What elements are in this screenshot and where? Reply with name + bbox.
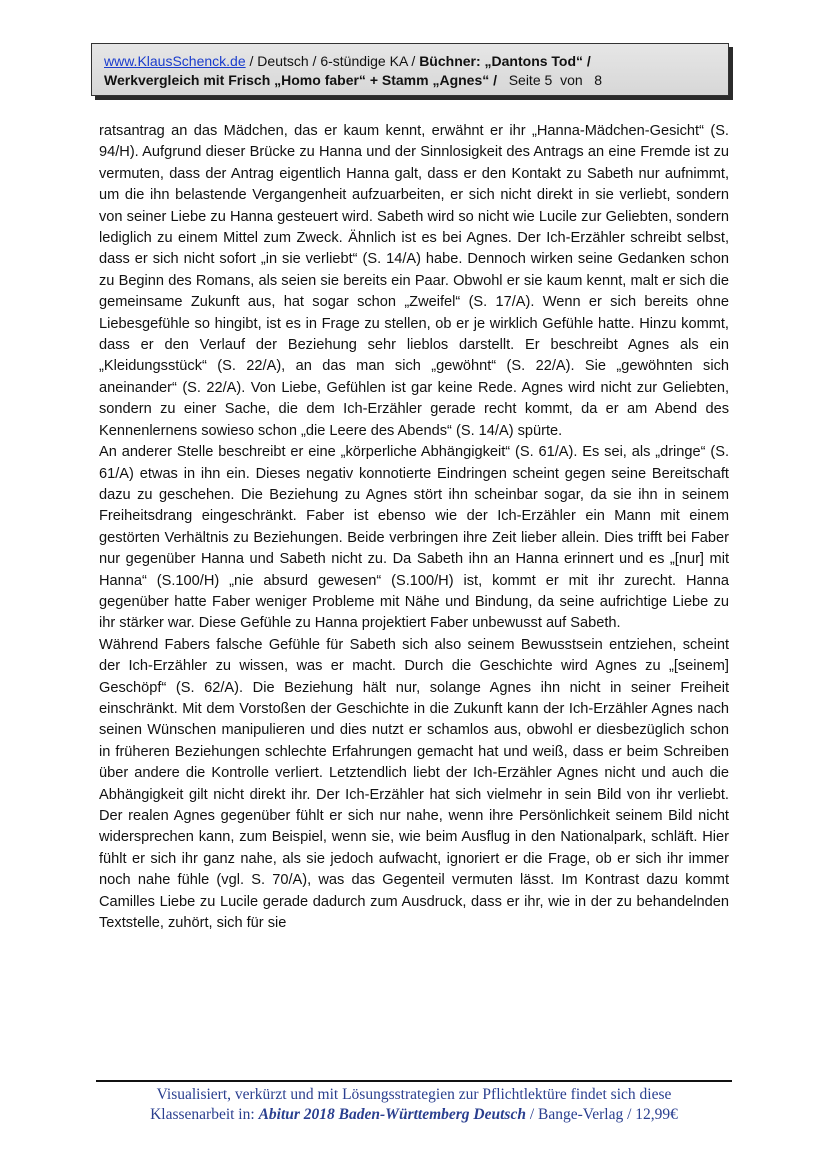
header-box <box>91 43 729 96</box>
header-comparison: Werkvergleich mit Frisch „Homo faber“ + Stamm „Agnes“ / <box>104 72 498 88</box>
header-line-2 <box>104 71 728 90</box>
site-link[interactable]: www.KlausSchenck.de <box>104 53 246 69</box>
page-number: Seite 5 von 8 <box>497 72 603 88</box>
footer-book-title: Abitur 2018 Baden-Württemberg Deutsch <box>258 1106 526 1123</box>
footer-divider <box>96 1080 732 1082</box>
paragraph-3: Während Fabers falsche Gefühle für Sabeth sich also seinem Bewusstsein entziehen, scheint der Ich-Erzähler zu wissen, was er macht. Durch die Geschichte wird Agnes zu „[seinem] Geschöpf“ (S. 62/A). Die Beziehung hält nur, solange Agnes ihn nicht in seiner Freiheit einschränkt. Mit dem Vorstoßen der Geschichte in die Zukunft kann der Ich-Erzähler Agnes nach seinen Wünschen manipulieren und dies nutzt er schamlos aus, obwohl er diesbezüglich schon in früheren Beziehungen schlechte Erfahrungen gemacht hat und weiß, dass er beim Schreiben über andere die Kontrolle verliert. Letztendlich liebt der Ich-Erzähler Agnes nicht und auch die Abhängigkeit gilt nicht direkt ihr. Der Ich-Erzähler hat sich vielmehr in sein Bild von ihr verliebt. Der realen Agnes gegenüber fühlt er sich nur nahe, wenn ihre Persönlichkeit seinem Bild nicht widersprechen kann, zum Beispiel, wenn sie, wie beim Ausflug in den Nationalpark, schläft. Hier fühlt er sich ihr ganz nahe, als sie jedoch aufwacht, ignoriert er die Frage, ob er sich ihr immer noch nahe fühle (vgl. S. 70/A), was das Gegenteil vermuten lässt. Im Kontrast dazu kommt Camilles Liebe zu Lucile gerade dadurch zum Ausdruck, dass er ihr, wie in der zu behandelnden Textstelle, zuhört, sich für sie <box>99 636 729 932</box>
paragraph-1: ratsantrag an das Mädchen, das er kaum kennt, erwähnt er ihr „Hanna-Mädchen-Gesicht“ (S. 94/H). Aufgrund dieser Brücke zu Hanna und der Sinnlosigkeit des Antrags an eine Fremde ist zu vermuten, dass der Antrag eigentlich Hanna galt, dass er den Kontakt zu Sabeth nur aufnimmt, um die ihn belastende Vergangenheit aufzuarbeiten, er sich nicht direkt in sie verliebt, sondern von seiner Liebe zu Hanna gesteuert wird. Sabeth wird so nicht wie Lucile zur Geliebten, sondern lediglich zu einem Mittel zum Zweck. Ähnlich ist es bei Agnes. Der Ich-Erzähler schreibt selbst, dass er sich nicht sofort „in sie verliebt“ (S. 14/A) habe. Dennoch wirken seine Gedanken schon zu Beginn des Romans, als seien sie bereits ein Paar. Obwohl er sie kaum kennt, malt er sich die gemeinsame Zukunft aus, hat sogar schon „Zweifel“ (S. 17/A). Wenn er sich bereits ohne Liebesgefühle so hingibt, ist es in Frage zu stellen, ob er je wirklich Gefühle hatte. Hinzu kommt, dass er den Verlauf der Beziehung sehr lieblos darstellt. Er beschreibt Agnes als ein „Kleidungsstück“ (S. 22/A), an das man sich „gewöhnt“ (S. 22/A). Sie „gewöhnten sich aneinander“ (S. 22/A). Von Liebe, Gefühlen ist gar keine Rede. Agnes wird nicht zur Geliebten, sondern zu einer Sache, die dem Ich-Erzähler gerade recht kommt, da er am Abend des Kennenlernens sowieso schon „die Leere des Abends“ (S. 14/A) spürte. <box>99 123 729 439</box>
header-subject: / Deutsch / <box>245 53 321 69</box>
paragraph-2: An anderer Stelle beschreibt er eine „körperliche Abhängigkeit“ (S. 61/A). Es sei, als „dringe“ (S. 61/A) etwas in ihn ein. Dieses negativ konnotierte Eindringen scheint gegen seine Bereitschaft dazu zu geschehen. Die Beziehung zu Agnes stört ihn scheinbar sogar, da sie ihn in seinem Freiheitsdrang eingeschränkt. Faber ist ebenso wie der Ich-Erzähler ein Mann mit einem gestörten Verhältnis zu Beziehungen. Beide verbringen ihre Zeit lieber allein. Dies trifft bei Faber nur gegenüber Hanna und Sabeth nicht zu. Da Sabeth ihn an Hanna erinnert und es „[nur] mit Hanna“ (S.100/H) „nie absurd gewesen“ (S.100/H) ist, kommt er mit ihr zurecht. Hanna gegenüber hatte Faber weniger Probleme mit Nähe und Bindung, da seine aufrichtige Liebe zu ihr stärker war. Diese Gefühle zu Hanna projektiert Faber unbewusst auf Sabeth. <box>99 444 729 632</box>
header-line-1 <box>104 52 728 71</box>
footer-prefix: Klassenarbeit in: <box>150 1106 259 1123</box>
header-title: Büchner: „Dantons Tod“ / <box>419 53 591 69</box>
footer-line-1: Visualisiert, verkürzt und mit Lösungsstrategien zur Pflichtlektüre findet sich diese <box>156 1086 672 1103</box>
header-course: 6-stündige KA / <box>320 53 420 69</box>
footer <box>96 1085 732 1125</box>
footer-publisher: / Bange-Verlag / 12,99€ <box>525 1106 678 1123</box>
body-text <box>99 121 729 934</box>
footer-line-2 <box>96 1105 732 1125</box>
